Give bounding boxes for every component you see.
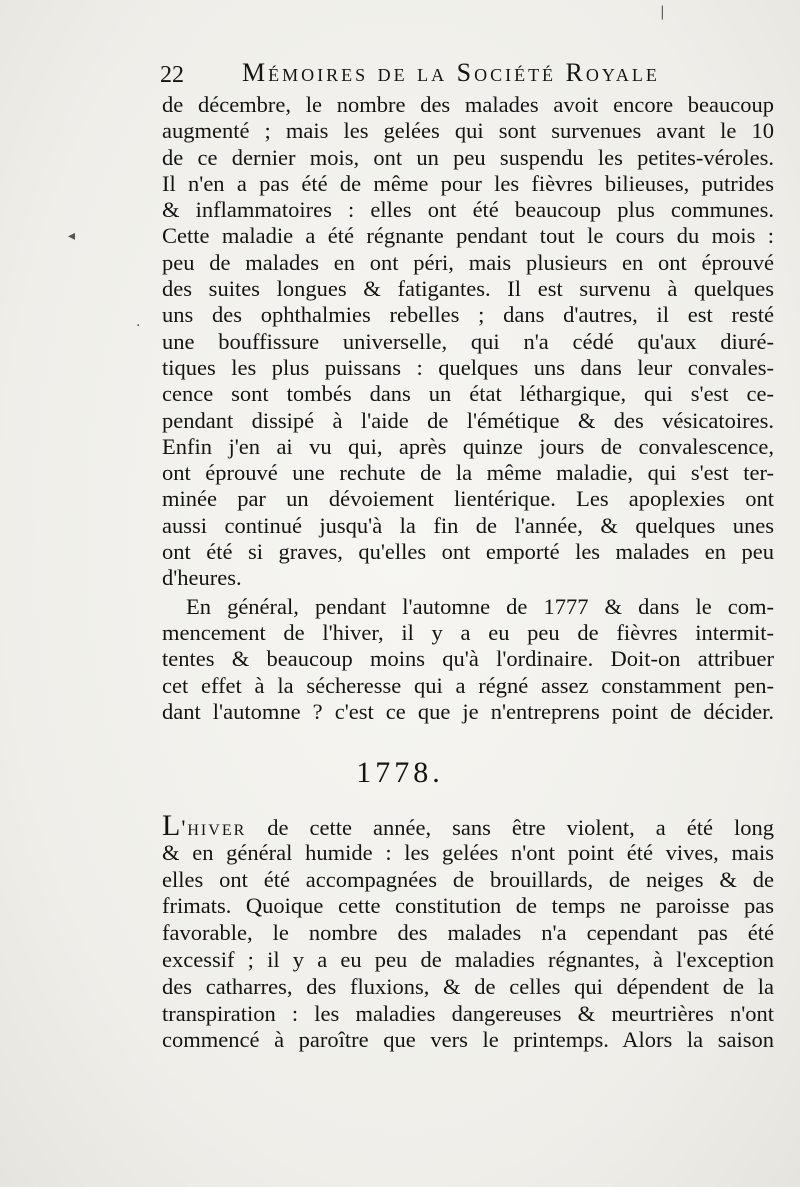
text-line: uns des ophthalmies rebelles ; dans d'autres, il est resté: [162, 302, 774, 328]
text-line: dant l'automne ? c'est ce que je n'entreprens point de décider.: [162, 698, 774, 724]
text-line: augmenté ; mais les gelées qui sont survenues avant le 10: [162, 118, 774, 144]
text-line: transpiration : les maladies dangereuses & meurtrières n'ont: [162, 1000, 774, 1026]
text-line: Il n'en a pas été de même pour les fièvres bilieuses, putrides: [162, 170, 774, 196]
text-line: des catharres, des fluxions, & de celles qui dépendent de la: [162, 973, 774, 999]
text-line: d'heures.: [162, 565, 242, 591]
text-line: & inflammatoires : elles ont été beaucoup plus communes.: [162, 197, 774, 223]
text-line: Cette maladie a été régnante pendant tout le cours du mois :: [162, 223, 774, 249]
paragraph-3: [162, 809, 775, 1054]
first-line-rest: de cette année, sans être violent, a été long: [267, 815, 775, 840]
text-line: une bouffissure universelle, qui n'a cédé qu'aux diuré-: [162, 328, 774, 354]
text-line: de décembre, le nombre des malades avoit encore beaucoup: [162, 92, 774, 117]
text-line: Enfin j'en ai vu qui, après quinze jours de convalescence,: [162, 433, 774, 459]
text-line: ont été si graves, qu'elles ont emporté les malades en peu: [162, 539, 774, 565]
text-line: de ce dernier mois, ont un peu suspendu les petites-véroles.: [162, 144, 774, 170]
text-line: excessif ; il y a eu peu de maladies régnantes, à l'exception: [162, 946, 774, 972]
text-line: tiques les plus puissans : quelques uns dans leur convales-: [162, 354, 774, 380]
paragraph-1-and-2: [162, 92, 774, 725]
text-line: elles ont été accompagnées de brouillards, de neiges & de: [162, 866, 774, 892]
drop-capital: L: [162, 809, 182, 842]
margin-speck: |: [660, 4, 665, 20]
margin-speck: ◂: [68, 228, 76, 244]
text-line: commencé à paroître que vers le printemps. Alors la saison: [162, 1027, 774, 1053]
smallcaps-word: 'hiver: [181, 815, 247, 840]
text-line: minée par un dévoiement lientérique. Les apoplexies ont: [162, 486, 774, 512]
text-line: favorable, le nombre des malades n'a cependant pas été: [162, 920, 774, 946]
text-line: cet effet à la sécheresse qui a régné assez constamment pen-: [162, 672, 774, 698]
text-line: des suites longues & fatigantes. Il est survenu à quelques: [162, 276, 774, 302]
page-number: 22: [160, 62, 184, 88]
text-line: peu de malades en ont péri, mais plusieurs en ont éprouvé: [162, 249, 774, 275]
text-line: mencement de l'hiver, il y a eu peu de fièvres intermit-: [162, 619, 774, 645]
text-line: En général, pendant l'automne de 1777 & dans le com-: [186, 593, 774, 619]
running-title: Mémoires de la Société Royale: [242, 58, 660, 87]
text-line: cence sont tombés dans un état léthargique, qui s'est ce-: [162, 381, 774, 407]
year-heading: 1778.: [356, 756, 444, 789]
margin-speck: ·: [136, 318, 141, 334]
text-line: & en général humide : les gelées n'ont point été vives, mais: [162, 839, 774, 865]
text-line: aussi continué jusqu'à la fin de l'année, & quelques unes: [162, 512, 774, 538]
text-line: tentes & beaucoup moins qu'à l'ordinaire. Doit-on attribuer: [162, 646, 774, 672]
text-line: frimats. Quoique cette constitution de temps ne paroisse pas: [162, 893, 774, 919]
page-header: [160, 58, 720, 92]
text-line: ont éprouvé une rechute de la même maladie, qui s'est ter-: [162, 460, 774, 486]
first-line: [162, 809, 775, 842]
text-line: pendant dissipé à l'aide de l'émétique & des vésicatoires.: [162, 407, 774, 433]
